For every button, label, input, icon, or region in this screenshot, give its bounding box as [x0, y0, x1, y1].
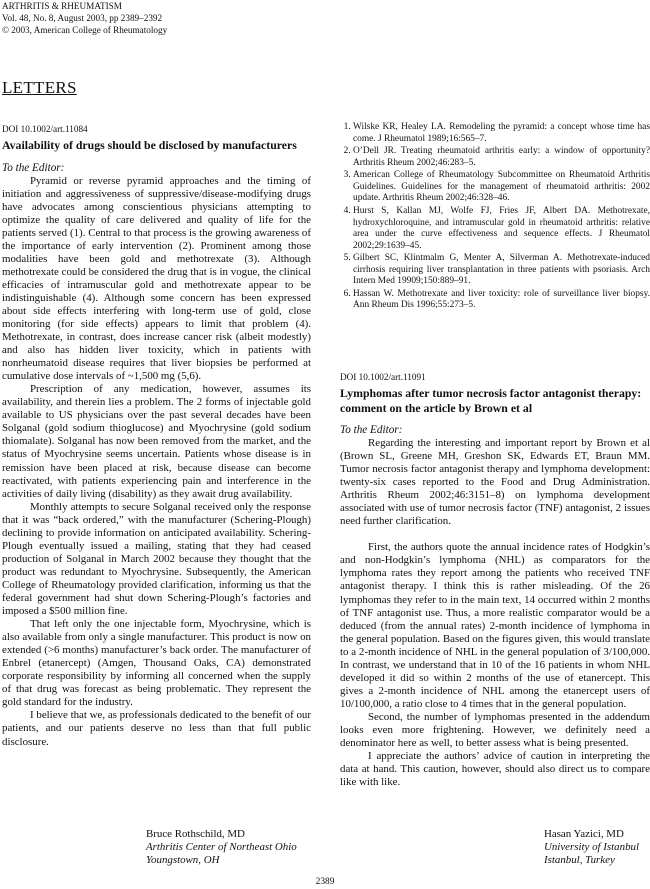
letter-2-paragraph: Regarding the interesting and important report by Brown et al (Brown SL, Greene MH, Greshon SK, Edwards ET, Braun MM. Tumor necrosis factor antagonist therapy and lymphoma development: twenty-six cases reported to the Food and Drug Administration. Arthritis Rheum 2002;46:3151–8) on lymphoma development associated with use of tumor necrosis factor (TNF) antagonist, 2 issues need further clarification. [340, 437, 650, 528]
letter-1-signature [146, 828, 297, 867]
section-title: LETTERS [2, 78, 77, 97]
letter-1-salutation: To the Editor: [2, 161, 65, 174]
reference-list [340, 122, 650, 313]
reference-item: 4. Hurst S, Kallan MJ, Wolfe FJ, Fries JF, Albert DA. Methotrexate, hydroxychloroquine, and intramuscular gold in rheumatoid arthritis: relative area under the curve effectiveness and sequence effects. J Rheumatol 2002;29:1639–45. [353, 206, 650, 252]
author-location: Youngstown, OH [146, 854, 220, 866]
author-location: Istanbul, Turkey [544, 854, 615, 866]
reference-item: 3. American College of Rheumatology Subcommittee on Rheumatoid Arthritis Guidelines. Guidelines for the management of rheumatoid arthritis: 2002 update. Arthritis Rheum 2002;46:328–46. [353, 170, 650, 205]
letter-1-paragraph: I believe that we, as professionals dedicated to the benefit of our patients, and our patients deserve no less than that full public disclosure. [2, 709, 311, 748]
letter-1 [2, 124, 311, 749]
letter-1-title: Availability of drugs should be disclosed by manufacturers [2, 138, 297, 152]
author-name: Bruce Rothschild, MD [146, 828, 245, 840]
author-name: Hasan Yazici, MD [544, 828, 624, 840]
letter-1-body [2, 175, 311, 749]
author-affiliation: University of Istanbul [544, 841, 639, 853]
letter-1-paragraph: Pyramid or reverse pyramid approaches and the timing of initiation and aggressiveness of suppressive/disease-modifying drugs have advocates among conscientious physicians attempting to optimize the quality of care delivered and quality of life for the patients served (1). Central to that process is the growing awareness of the importance of early intervention (2). Prominent among those modalities have been gold and methotrexate (3). Although methotrexate could be considered the drug that is in vogue, the clinical efficacies of intramuscular gold and methotrexate appear to be indistinguishable (4). Although some concern has been expressed about side effects interfering with long-term use of gold, close monitoring (for side effects) appears to limit that problem (4). Methotrexate, in contrast, does increase cancer risk (albeit modestly) and also has hidden liver toxicity, which in patients with nonrheumatoid disease requires that liver biopsies be performed at cumulative dose intervals of ~1,500 mg (5,6). [2, 174, 311, 383]
journal-header [2, 1, 167, 36]
letter-1-doi: DOI 10.1002/art.11084 [2, 124, 88, 134]
volume-line: Vol. 48, No. 8, August 2003, pp 2389–2392 [2, 12, 163, 23]
letter-2-paragraph: I appreciate the authors’ advice of caution in interpreting the data at hand. This caution, however, should also direct us to compare like with like. [340, 750, 650, 789]
author-affiliation: Arthritis Center of Northeast Ohio [146, 841, 297, 853]
reference-item: 1. Wilske KR, Healey LA. Remodeling the pyramid: a concept whose time has come. J Rheumatol 1989;16:565–7. [353, 122, 650, 145]
letter-2-paragraph: First, the authors quote the annual incidence rates of Hodgkin’s and non-Hodgkin’s lymphoma (NHL) as comparators for the lymphoma rates they report among the patients who received TNF antagonist therapy. I think this is rather misleading. Of the 26 lymphomas they refer to in the main text, 14 occurred within 2 months of TNF antagonist use. Thus, a more realistic comparator would be a deduced (from the annual rates) 2-month incidence of lymphoma in the general population. Based on the figures given, this would translate to a 2-month incidence of NHL in the general population of 3/100,000. In contrast, we understand that in 10 of the 16 patients in whom NHL developed it did so within 2 months of the use of etanercept. This gives a 2-month incidence of NHL among the etanercept users of 10/100,000, a ratio close to 4 times that in the general population. [340, 541, 650, 710]
letter-2 [340, 372, 650, 789]
copyright-line: © 2003, American College of Rheumatology [2, 24, 168, 35]
letter-2-paragraph: Second, the number of lymphomas presented in the addendum looks even more frightening. However, we definitely need a denominator here as well, to better assess what is being presented. [340, 710, 650, 750]
letter-1-paragraph: That left only the one injectable form, Myochrysine, which is also available from only a single manufacturer. This product is now on extended (>6 months) manufacturer’s back order. The manufacturer of Enbrel (etanercept) (Amgen, Thousand Oaks, CA) demonstrated corporate responsibility by informing all concerned when the supply of that drug was forecast as being problematic. They represent the gold standard for the industry. [2, 618, 311, 709]
letter-2-signature [544, 828, 639, 867]
letter-2-doi: DOI 10.1002/art.11091 [340, 372, 426, 382]
letter-2-salutation: To the Editor: [340, 424, 403, 436]
reference-item: 2. O’Dell JR. Treating rheumatoid arthritis early: a window of opportunity? Arthritis Rheum 2002;46:283–5. [353, 146, 650, 169]
letter-1-paragraph: Monthly attempts to secure Solganal received only the response that it was “back ordered,” with the manufacturer (Schering-Plough) declining to provide information on anticipated availability. Schering-Plough eventually issued a mailing, stating that they had ceased production of Solganal in March 2002 because they thought that the product was redundant to Myochrysine. Subsequently, the American College of Rheumatology provided clarification, informing us that the federal government had shut down Schering-Plough’s factories and imposed a $500 million fine. [2, 500, 311, 618]
letter-2-title: Lymphomas after tumor necrosis factor antagonist therapy: comment on the article by Brown et al [340, 386, 642, 415]
letter-1-paragraph: Prescription of any medication, however, assumes its availability, and therein lies a problem. The 2 forms of injectable gold available to US physicians over the past several decades have been Solganal (gold sodium thioglucose) and Myochrysine (gold sodium thiomalate). Solganal has now been removed from the market, and the status of Myochrysine seems uncertain. Patients whose disease is in remission have been placed at risk, because disease can become reactivated, with patients experiencing pain and interference in the activities of daily living (disability) as they await drug availability. [2, 383, 311, 500]
journal-name: ARTHRITIS & RHEUMATISM [2, 1, 122, 11]
page-number: 2389 [315, 877, 335, 887]
reference-item: 5. Gilbert SC, Klintmalm G, Menter A, Silverman A. Methotrexate-induced cirrhosis requiring liver transplantation in three patients with psoriasis. Arch Intern Med 19909;150:889–91. [353, 253, 650, 288]
letter-2-body [340, 437, 650, 789]
reference-item: 6. Hassan W. Methotrexate and liver toxicity: role of surveillance liver biopsy. Ann Rheum Dis 1996;55:273–5. [353, 289, 650, 312]
